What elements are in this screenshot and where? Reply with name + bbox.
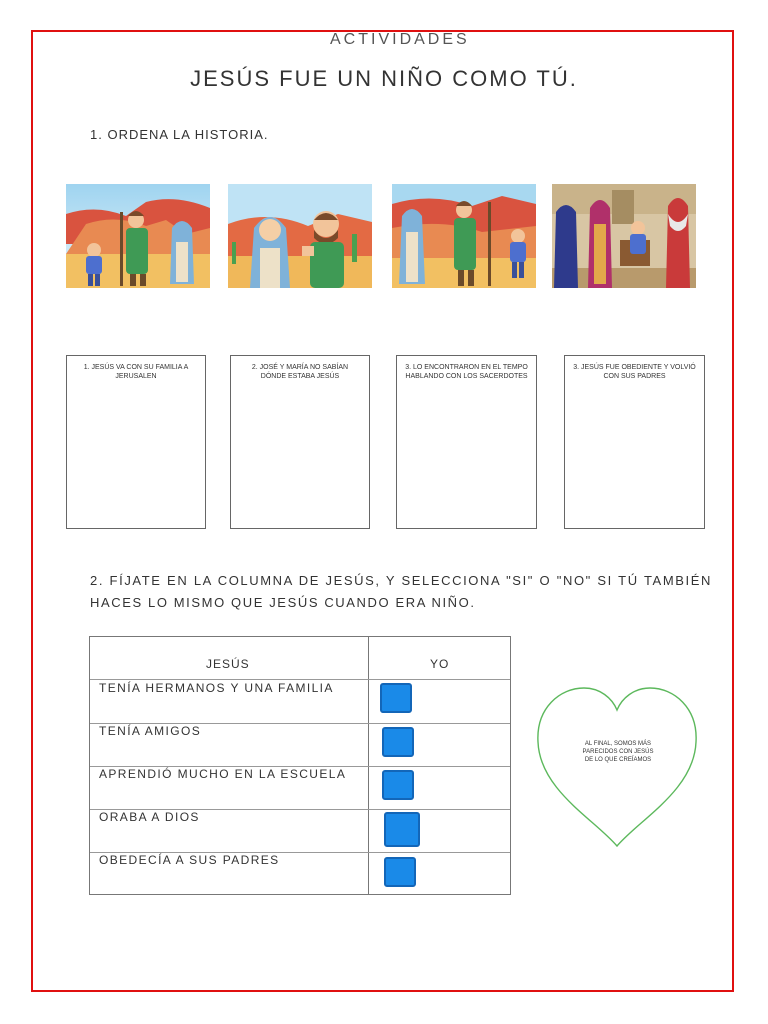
mary-and-joseph-worried-illustration	[228, 184, 372, 288]
comparison-table	[89, 636, 511, 895]
section2-heading: 2. FÍJATE EN LA COLUMNA DE JESÚS, Y SELECCIONA "SI" O "NO" SI TÚ TAMBIÉN HACES LO MISMO QUE JESÚS CUANDO ERA NIÑO.	[90, 573, 712, 610]
page-title: JESÚS FUE UN NIÑO COMO TÚ.	[190, 66, 578, 91]
row-divider	[90, 679, 510, 680]
answer-checkbox-4[interactable]	[384, 812, 420, 847]
table-row-text: ORABA A DIOS	[99, 810, 200, 824]
story-box-2[interactable]: 2. JOSÉ Y MARÍA NO SABÍAN DÓNDE ESTABA JESÚS	[230, 355, 370, 529]
heart-outline-icon	[534, 684, 700, 850]
table-row-text: APRENDIÓ MUCHO EN LA ESCUELA	[99, 767, 347, 781]
story-box-3[interactable]: 3. LO ENCONTRARON EN EL TEMPO HABLANDO CON LOS SACERDOTES	[396, 355, 537, 529]
story-box-4[interactable]: 3. JESÚS FUE OBEDIENTE Y VOLVIÓ CON SUS PADRES	[564, 355, 705, 529]
story-picture-1	[66, 184, 210, 288]
jesus-in-temple-with-priests-illustration	[552, 184, 696, 288]
section1-heading: 1. ORDENA LA HISTORIA.	[90, 127, 269, 142]
story-picture-3	[392, 184, 536, 288]
boy-walking-with-joseph-and-mary-illustration	[66, 184, 210, 288]
table-row-text: OBEDECÍA A SUS PADRES	[99, 853, 280, 867]
column-header-yo: YO	[430, 657, 450, 671]
story-box-1[interactable]: 1. JESÚS VA CON SU FAMILIA A JERUSALEN	[66, 355, 206, 529]
table-row-text: TENÍA AMIGOS	[99, 724, 202, 738]
table-row-text: TENÍA HERMANOS Y UNA FAMILIA	[99, 681, 334, 695]
answer-checkbox-3[interactable]	[382, 770, 414, 800]
family-walking-home-illustration	[392, 184, 536, 288]
heart-message: AL FINAL, SOMOS MÁS PARECIDOS CON JESÚS DE LO QUE CREÍAMOS	[582, 741, 654, 764]
answer-checkbox-2[interactable]	[382, 727, 414, 757]
story-picture-2	[228, 184, 372, 288]
answer-checkbox-1[interactable]	[380, 683, 412, 713]
answer-checkbox-5[interactable]	[384, 857, 416, 887]
cut-off-title: ACTIVIDADES	[330, 31, 470, 48]
column-header-jesus: JESÚS	[206, 657, 250, 671]
story-picture-4	[552, 184, 696, 288]
